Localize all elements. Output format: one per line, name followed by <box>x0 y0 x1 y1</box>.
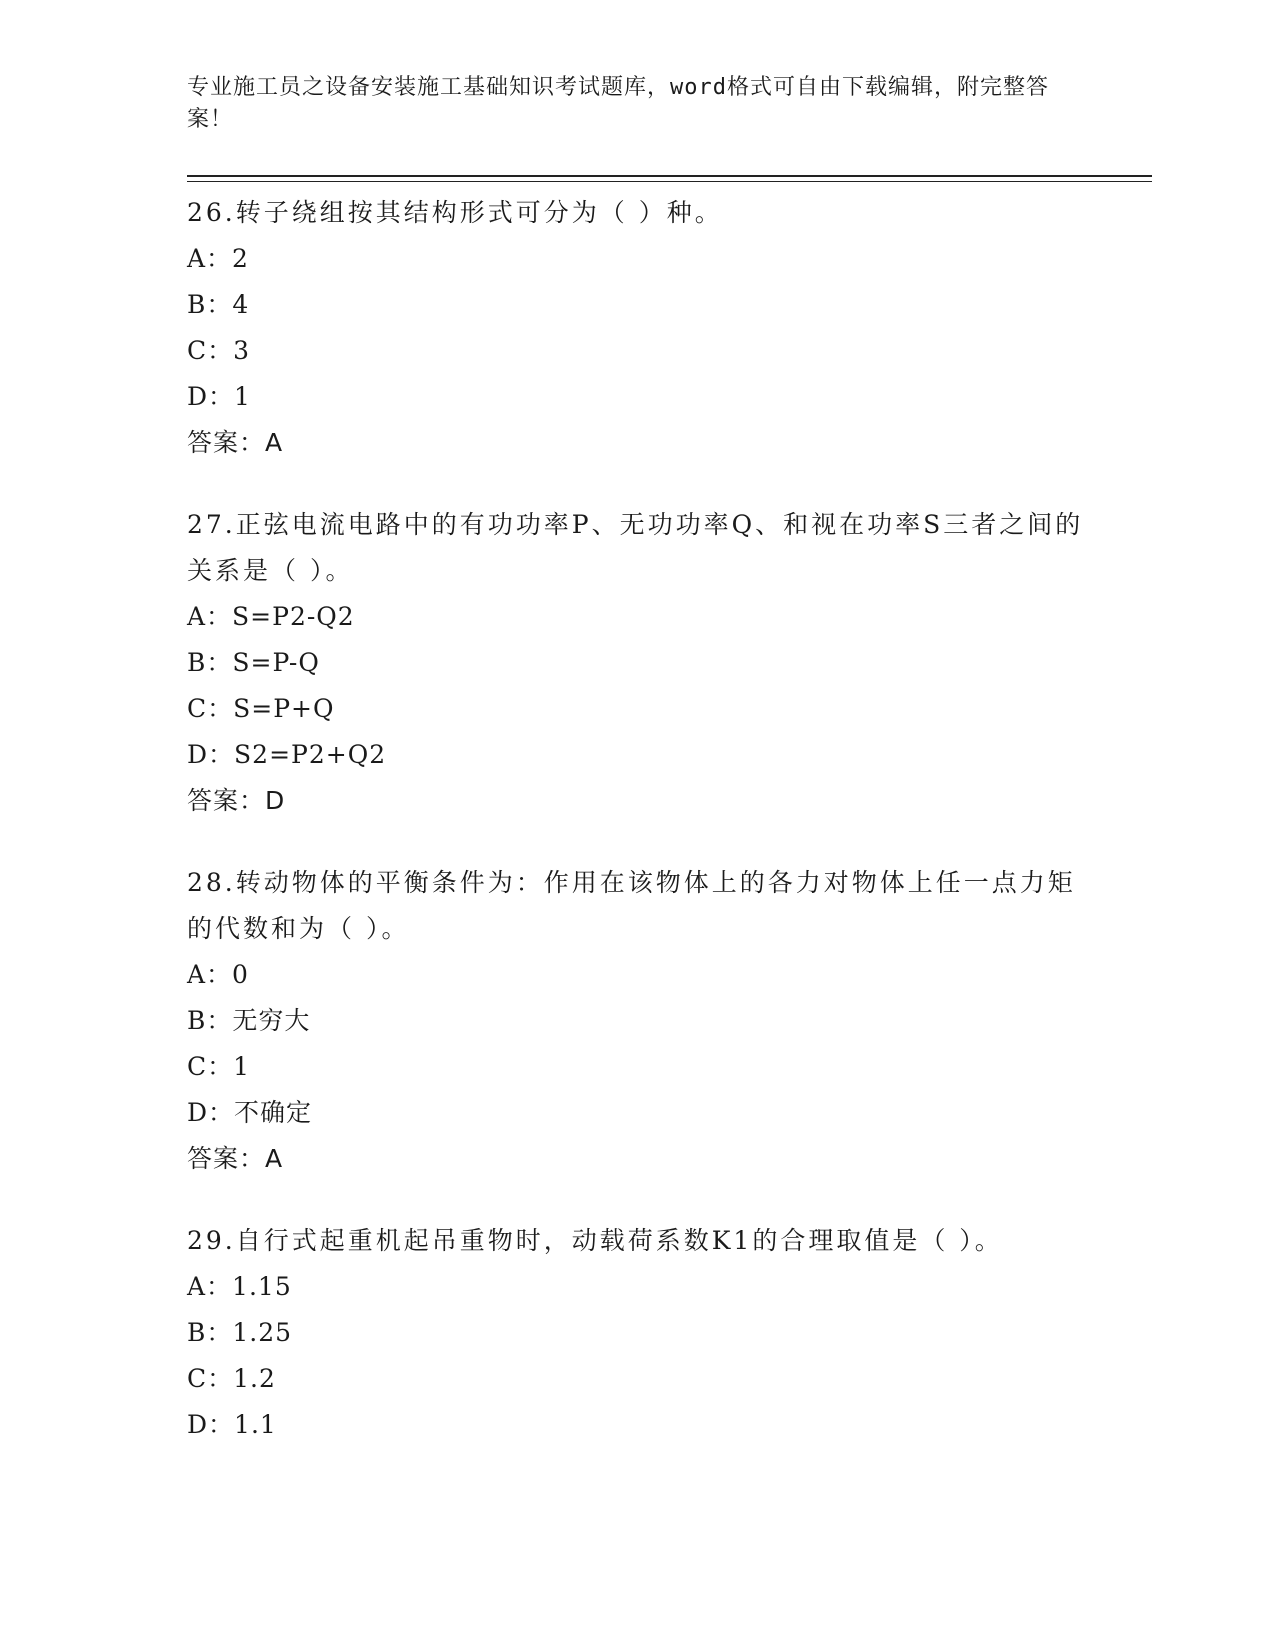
option-b: B：1.25 <box>187 1318 293 1347</box>
header-rule-thick <box>187 175 1152 177</box>
option-d: D：S2=P2+Q2 <box>187 740 387 769</box>
answer-text: 答案：A <box>187 1144 284 1173</box>
question-text: 27.正弦电流电路中的有功功率P、无功功率Q、和视在功率S三者之间的关系是（ ）。 <box>187 510 1084 585</box>
question-text: 28.转动物体的平衡条件为：作用在该物体上的各力对物体上任一点力矩的代数和为（ ）。 <box>187 868 1076 943</box>
question-29 <box>187 1218 1087 1448</box>
question-26 <box>187 190 1087 466</box>
answer-text: 答案：D <box>187 786 286 815</box>
option-b: B：4 <box>187 290 250 319</box>
option-c: C：3 <box>187 336 251 365</box>
question-text: 29.自行式起重机起吊重物时，动载荷系数K1的合理取值是（ ）。 <box>187 1226 1003 1255</box>
question-27 <box>187 502 1087 824</box>
option-d: D：1.1 <box>187 1410 277 1439</box>
question-list <box>187 190 1087 1484</box>
option-a: A：S=P2-Q2 <box>187 602 355 631</box>
option-c: C：1.2 <box>187 1364 276 1393</box>
header-rule-thin <box>187 181 1152 182</box>
option-d: D：1 <box>187 382 251 411</box>
answer-text: 答案：A <box>187 428 284 457</box>
option-a: A：0 <box>187 960 249 989</box>
option-a: A：2 <box>187 244 249 273</box>
document-header: 专业施工员之设备安装施工基础知识考试题库，word格式可自由下载编辑，附完整答案！ <box>187 75 1049 132</box>
option-a: A：1.15 <box>187 1272 292 1301</box>
option-c: C：S=P+Q <box>187 694 335 723</box>
question-28 <box>187 860 1087 1182</box>
option-b: B：无穷大 <box>187 1006 311 1035</box>
option-b: B：S=P-Q <box>187 648 320 677</box>
option-c: C：1 <box>187 1052 251 1081</box>
option-d: D：不确定 <box>187 1098 313 1127</box>
question-text: 26.转子绕组按其结构形式可分为（ ）种。 <box>187 198 723 227</box>
